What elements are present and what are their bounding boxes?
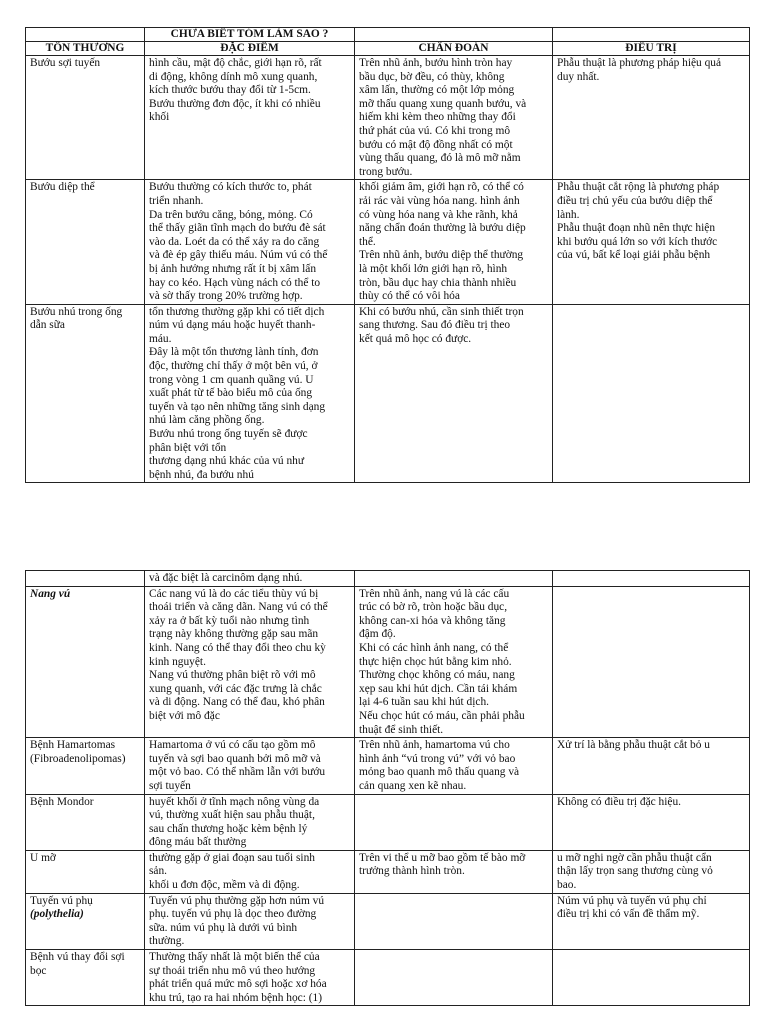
text-line: Trên nhũ ảnh, bướu diệp thể thường — [359, 249, 524, 262]
diagnosis-cell — [355, 304, 553, 483]
treatment-cell — [553, 304, 750, 483]
text-line: (polythelia) — [30, 908, 84, 921]
text-line: Phẫu thuật là phương pháp hiệu quả — [557, 57, 722, 69]
lesion-cell — [26, 180, 145, 304]
table-header-row — [26, 42, 750, 56]
text-line: là một khối lớn giới hạn rõ, hình — [359, 262, 508, 275]
text-line: thường. — [149, 935, 185, 948]
text-line: hay co kéo. Hạch vùng nách có thể to — [149, 276, 321, 289]
text-line: Trên nhũ ảnh, hamartoma vú cho — [359, 739, 510, 752]
features-cell — [145, 571, 355, 587]
treatment-cell — [553, 56, 750, 180]
text-line: thường gặp ở giai đoạn sau tuổi sinh — [149, 851, 315, 864]
features-cell — [145, 304, 355, 483]
text-line: một vỏ bao. Có thể nhầm lẫn với bướu — [149, 766, 326, 779]
diagnosis-cell — [355, 794, 553, 850]
text-line: kết quả mô học có được. — [359, 332, 472, 345]
text-line: máu. — [149, 332, 172, 345]
text-line: tuyến và tạo nên những tăng sinh dạng — [149, 400, 326, 413]
table-row — [26, 571, 750, 587]
text-line: của vú, bất kể loại giải phẫu bệnh — [557, 249, 711, 262]
diagnosis-cell — [355, 850, 553, 893]
diagnosis-cell — [355, 571, 553, 587]
title-empty-cell — [26, 28, 145, 42]
text-line: phụ. tuyến vú phụ là dọc theo đường — [149, 908, 317, 921]
table-row — [26, 850, 750, 893]
text-line: vú, thường xuất hiện sau phẫu thuật, — [149, 809, 315, 822]
text-line: vào da. Loét da có thể xảy ra do căng — [149, 235, 320, 248]
diagnosis-cell — [355, 893, 553, 949]
text-line: năng chẩn đoán thường là bướu diệp — [359, 222, 526, 235]
text-line: Phẫu thuật cắt rộng là phương pháp — [557, 181, 720, 194]
text-line: hình cầu, mật độ chắc, giới hạn rõ, rất — [149, 57, 322, 69]
diagnosis-cell — [355, 586, 553, 738]
treatment-cell — [553, 950, 750, 1006]
text-line: điều trị khi có vấn đề thẩm mỹ. — [557, 908, 700, 921]
table-row — [26, 794, 750, 850]
text-line: Da trên bướu căng, bóng, mỏng. Có — [149, 208, 313, 221]
lesion-cell — [26, 586, 145, 738]
text-line: sang thương. Sau đó điều trị theo — [359, 319, 511, 332]
text-line: Bướu nhú trong ống tuyến sẽ được — [149, 428, 308, 441]
text-line: dẫn sữa — [30, 319, 65, 332]
diagnosis-cell — [355, 738, 553, 794]
text-line: phân biệt với tổn — [149, 441, 227, 454]
text-line: Đây là một tổn thương lành tính, đơn — [149, 346, 319, 359]
text-line: thận lấy trọn sang thương cùng vỏ — [557, 865, 713, 878]
text-line: mỏng bao quanh mô thấu quang và — [359, 766, 520, 779]
table-row — [26, 893, 750, 949]
text-line: Bướu sợi tuyến — [30, 57, 101, 69]
lesion-cell — [26, 794, 145, 850]
text-line: bệnh nhú, đa bướu nhú — [149, 468, 254, 481]
treatment-cell — [553, 180, 750, 304]
table-row — [26, 586, 750, 738]
text-line: bị ảnh hưởng nhưng rất ít bị xâm lấn — [149, 262, 317, 275]
text-line: cản quang xen kẽ nhau. — [359, 779, 467, 792]
text-line: độc, thường chỉ thấy ở một bên vú, ở — [149, 360, 318, 373]
text-line: thuật để sinh thiết. — [359, 723, 444, 736]
text-line: thùy có thể có vôi hóa — [359, 290, 460, 303]
text-line: sản. — [149, 865, 168, 878]
text-line: tuyến và sợi bao quanh bởi mô mỡ và — [149, 752, 321, 765]
text-line: điều trị chủ yếu của bướu diệp thể — [557, 194, 713, 207]
text-line: triển nhanh. — [149, 194, 204, 207]
text-line: khối u đơn độc, mềm và di động. — [149, 879, 300, 892]
header-lesion: TỔN THƯƠNG — [26, 42, 145, 56]
table-title: CHƯA BIẾT TÓM LÀM SAO ? — [145, 28, 355, 42]
features-cell — [145, 586, 355, 738]
text-line: và đè ép gây thiếu máu. Núm vú có thể — [149, 249, 328, 262]
breast-lesions-table-1 — [25, 27, 750, 483]
treatment-cell — [553, 586, 750, 738]
text-line: bầu dục, bờ đều, có thùy, không — [359, 70, 505, 83]
text-line: đậm độ. — [359, 628, 396, 641]
header-treatment: ĐIỀU TRỊ — [553, 42, 750, 56]
text-line: Khi có các hình ảnh nang, có thể — [359, 641, 509, 654]
text-line: lại 4-6 tuần sau khi hút dịch. — [359, 696, 490, 709]
table-row — [26, 738, 750, 794]
text-line: (Fibroadenolipomas) — [30, 752, 126, 765]
lesion-cell — [26, 850, 145, 893]
text-line: xảy ra ở bất kỳ tuổi nào nhưng tình — [149, 614, 310, 627]
text-line: kích thước bướu thay đổi từ 1-5cm. — [149, 84, 311, 97]
text-line: sau chấn thương hoặc kèm bệnh lý — [149, 822, 308, 835]
table-row — [26, 180, 750, 304]
text-line: hiếm khi kèm theo những thay đổi — [359, 111, 516, 124]
breast-lesions-table-2 — [25, 570, 750, 1006]
text-line: U mỡ — [30, 851, 56, 864]
text-line: Bệnh Hamartomas — [30, 739, 116, 752]
text-line: kinh. Nang có thể thay đổi theo chu kỳ — [149, 641, 326, 654]
text-line: thể. — [359, 235, 376, 248]
text-line: khi bướu quá lớn so với kích thước — [557, 235, 718, 248]
text-line: xâm lấn, thường có một lớp mỏng — [359, 84, 515, 97]
text-line: Trên vi thể u mỡ bao gồm tế bào mỡ — [359, 851, 526, 864]
text-line: tổn thương thường gặp khi có tiết dịch — [149, 305, 325, 318]
lesion-cell — [26, 738, 145, 794]
text-line: thực hiện chọc hút bằng kim nhỏ. — [359, 655, 512, 668]
lesion-cell — [26, 304, 145, 483]
text-line: và đặc biệt là carcinôm dạng nhú. — [149, 572, 303, 584]
text-line: Trên nhũ ảnh, nang vú là các cấu — [359, 587, 510, 600]
text-line: tròn, bầu dục hay chia thành nhiều — [359, 276, 517, 289]
text-line: Bướu thường đơn độc, ít khi có nhiều — [149, 97, 321, 110]
treatment-cell — [553, 571, 750, 587]
lesion-cell — [26, 56, 145, 180]
features-cell — [145, 56, 355, 180]
text-line: sự thoái triển nhu mô vú theo hướng — [149, 964, 316, 977]
text-line: trong bướu. — [359, 165, 413, 178]
text-line: Thường chọc không có máu, nang — [359, 669, 515, 682]
lesion-cell — [26, 893, 145, 949]
diagnosis-cell — [355, 56, 553, 180]
text-line: huyết khối ở tĩnh mạch nông vùng da — [149, 795, 320, 808]
text-line: Bướu diệp thể — [30, 181, 95, 194]
text-line: Phẫu thuật đoạn nhũ nên thực hiện — [557, 222, 716, 235]
text-line: Bướu nhú trong ống — [30, 305, 123, 318]
text-line: Tuyến vú phụ thường gặp hơn núm vú — [149, 894, 325, 907]
table-body — [26, 56, 750, 483]
text-line: kinh nguyệt. — [149, 655, 206, 668]
features-cell — [145, 180, 355, 304]
treatment-cell — [553, 738, 750, 794]
text-line: hình ảnh “vú trong vú” với vỏ bao — [359, 752, 516, 765]
text-line: Không có điều trị đặc hiệu. — [557, 795, 681, 808]
treatment-cell — [553, 893, 750, 949]
text-line: núm vú dạng máu hoặc huyết thanh- — [149, 319, 316, 332]
text-line: bướu có mật độ đồng nhất có một — [359, 138, 513, 151]
text-line: rải rác vài vùng hóa nang. hình ảnh — [359, 194, 520, 207]
text-line: mỡ thấu quang xung quanh bướu, và — [359, 97, 527, 110]
text-line: Bướu thường có kích thước to, phát — [149, 181, 312, 194]
table-body — [26, 571, 750, 1006]
text-line: đông máu bất thường — [149, 836, 247, 849]
text-line: Tuyến vú phụ — [30, 894, 93, 907]
treatment-cell — [553, 794, 750, 850]
features-cell — [145, 850, 355, 893]
text-line: thoái triển và căng dãn. Nang vú có thể — [149, 601, 328, 614]
text-line: Các nang vú là do các tiểu thùy vú bị — [149, 587, 319, 600]
text-line: xuất phát từ tế bào biểu mô của ống — [149, 387, 313, 400]
header-features: ĐẶC ĐIỂM — [145, 42, 355, 56]
treatment-cell — [553, 850, 750, 893]
text-line: Khi có bướu nhú, cần sinh thiết trọn — [359, 305, 524, 318]
text-line: khối giảm âm, giới hạn rõ, có thể có — [359, 181, 524, 194]
lesion-cell — [26, 571, 145, 587]
text-line: khu trú, tạo ra hai nhóm bệnh học: (1) — [149, 991, 323, 1004]
features-cell — [145, 893, 355, 949]
text-line: thể thấy giãn tĩnh mạch do bướu đè sát — [149, 222, 326, 235]
text-line: Nếu chọc hút có máu, cần phải phẫu — [359, 709, 525, 722]
text-line: Bệnh Mondor — [30, 795, 94, 808]
text-line: trúc có bờ rõ, tròn hoặc bầu dục, — [359, 601, 508, 614]
text-line: trong vòng 1 cm quanh quầng vú. U — [149, 373, 314, 386]
text-line: sợi tuyến — [149, 779, 191, 792]
text-line: trạng này không thường gặp sau mãn — [149, 628, 319, 641]
table-row — [26, 950, 750, 1006]
text-line: trưởng thành hình tròn. — [359, 865, 465, 878]
text-line: Bệnh vú thay đổi sợi — [30, 951, 125, 964]
text-line: Trên nhũ ảnh, bướu hình tròn hay — [359, 57, 513, 69]
text-line: vùng thấu quang, đó là mô mỡ nằm — [359, 152, 521, 165]
text-line: và sờ thấy trong 20% trường hợp. — [149, 290, 303, 303]
text-line: biệt với mô đặc — [149, 709, 220, 722]
text-line: Thường thấy nhất là một biến thể của — [149, 951, 320, 964]
features-cell — [145, 794, 355, 850]
title-empty-cell — [553, 28, 750, 42]
text-line: sữa. núm vú phụ là dưới vú bình — [149, 921, 298, 934]
text-line: xẹp sau khi hút dịch. Cần tái khám — [359, 682, 518, 695]
text-line: thứ phát của vú. Có khi trong mô — [359, 124, 511, 137]
lesion-cell — [26, 950, 145, 1006]
text-line: khối — [149, 111, 170, 124]
text-line: có vùng hóa nang và khe rãnh, khả — [359, 208, 518, 221]
diagnosis-cell — [355, 180, 553, 304]
text-line: Xử trí là bằng phẫu thuật cắt bỏ u — [557, 739, 710, 752]
text-line: xung quanh, với các đặc trưng là chắc — [149, 682, 322, 695]
text-line: và di động. Nang có thể đau, khó phân — [149, 696, 325, 709]
text-line: phát triển quá mức mô sợi hoặc xơ hóa — [149, 978, 327, 991]
text-line: Núm vú phụ và tuyến vú phụ chỉ — [557, 894, 707, 907]
title-empty-cell — [355, 28, 553, 42]
table-title-row — [26, 28, 750, 42]
header-diagnosis: CHẨN ĐOÁN — [355, 42, 553, 56]
text-line: bọc — [30, 964, 47, 977]
text-line: không can-xi hóa và không tăng — [359, 614, 506, 627]
text-line: Hamartoma ở vú có cấu tạo gồm mô — [149, 739, 316, 752]
text-line: duy nhất. — [557, 70, 600, 83]
text-line: di động, không dính mô xung quanh, — [149, 70, 318, 83]
features-cell — [145, 738, 355, 794]
text-line: nhú làm căng phồng ống. — [149, 414, 265, 427]
table-row — [26, 304, 750, 483]
diagnosis-cell — [355, 950, 553, 1006]
text-line: bao. — [557, 879, 577, 892]
text-line: lành. — [557, 208, 580, 221]
text-line: u mỡ nghi ngờ cần phẫu thuật cẩn — [557, 851, 712, 864]
features-cell — [145, 950, 355, 1006]
text-line: Nang vú thường phân biệt rõ với mô — [149, 669, 316, 682]
text-line: thương dạng nhú khác của vú như — [149, 455, 305, 468]
table-row — [26, 56, 750, 180]
text-line: Nang vú — [30, 587, 71, 600]
